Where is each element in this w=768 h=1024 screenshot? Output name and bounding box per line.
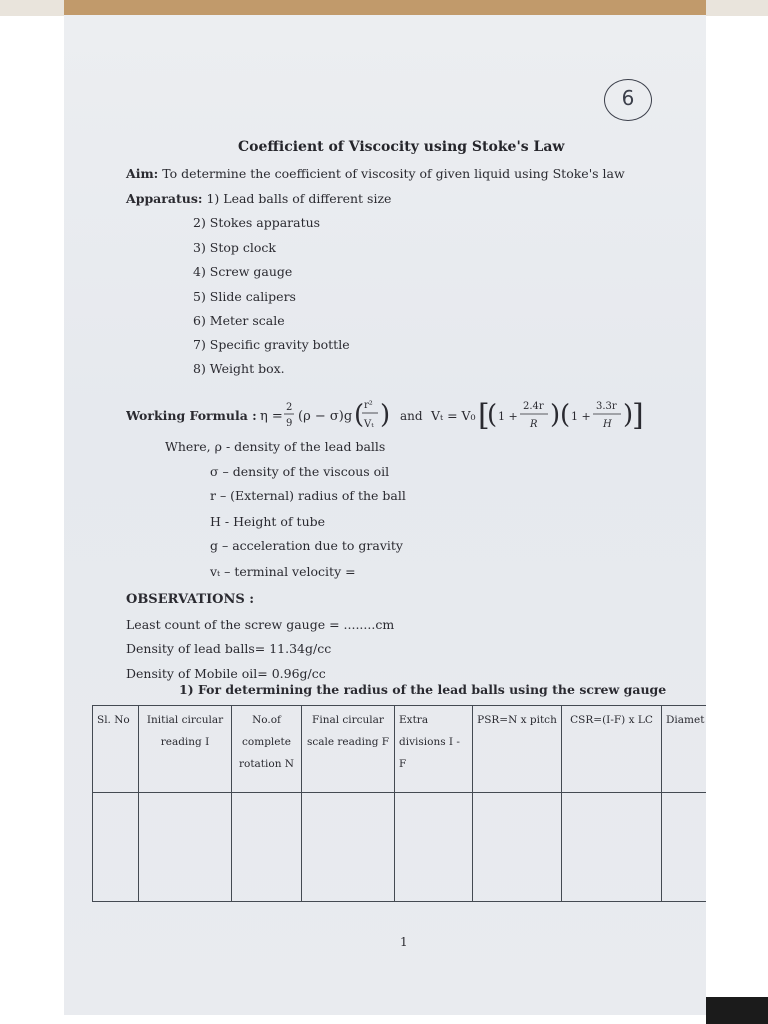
table-cell[interactable] [662, 793, 707, 902]
table-header: Final circular scale reading F [302, 706, 395, 793]
document-page [64, 15, 706, 1015]
one-plus: 1 + [498, 410, 518, 423]
frac-num: 3.3r [596, 401, 617, 412]
frac-den: R [530, 419, 538, 430]
table-header: No.of complete rotation N [232, 706, 302, 793]
svg-text:): ) [550, 400, 561, 430]
vt-den: Vₜ [364, 419, 374, 430]
page-number: 1 [400, 935, 408, 949]
apparatus-item: 3) Stop clock [193, 240, 276, 255]
table-edge [64, 0, 706, 16]
dark-corner [706, 997, 768, 1024]
table-cell[interactable] [395, 793, 473, 902]
eta-symbol: η = [260, 409, 283, 424]
r-squared: r² [364, 400, 373, 411]
table-title: 1) For determining the radius of the lead balls using the screw gauge [179, 682, 667, 697]
observation-line: Least count of the screw gauge = ........cm [126, 617, 395, 632]
table-cell[interactable] [139, 793, 232, 902]
frac-den: H [603, 419, 612, 430]
and-text: and [400, 409, 423, 423]
apparatus-item: 5) Slide calipers [193, 289, 296, 304]
table-cell[interactable] [93, 793, 139, 902]
svg-text:): ) [380, 400, 391, 430]
apparatus-item: 8) Weight box. [193, 361, 285, 376]
apparatus-item: 6) Meter scale [193, 313, 285, 328]
table-cell[interactable] [302, 793, 395, 902]
rho-sigma-g: (ρ − σ)g [298, 409, 353, 424]
frac-num: 2.4r [523, 401, 544, 412]
where-line: H - Height of tube [210, 514, 326, 529]
table-header: Initial circular reading I [139, 706, 232, 793]
observations-heading: OBSERVATIONS : [126, 592, 255, 607]
apparatus-line [126, 191, 391, 206]
observation-line: Density of Mobile oil= 0.96g/cc [126, 666, 326, 681]
vt-equals: Vₜ = V₀ [431, 408, 476, 423]
aim-line [126, 166, 625, 181]
table-cell[interactable] [232, 793, 302, 902]
table-header: Diamet [662, 706, 707, 793]
table-cell[interactable] [473, 793, 562, 902]
svg-text:]: ] [632, 398, 644, 433]
apparatus-item: 2) Stokes apparatus [193, 215, 321, 230]
aim-label: Aim: [126, 166, 159, 181]
table-header: CSR=(I-F) x LC [562, 706, 662, 793]
svg-text:(: ( [354, 400, 365, 430]
apparatus-item: 7) Specific gravity bottle [193, 337, 350, 352]
working-formula [126, 393, 686, 433]
where-line: g – acceleration due to gravity [210, 538, 403, 553]
frac-den: 9 [286, 418, 293, 429]
table-header: Sl. No [93, 706, 139, 793]
circled-page-number [604, 79, 652, 121]
where-line: Where, ρ - density of the lead balls [165, 439, 386, 454]
apparatus-item: 4) Screw gauge [193, 264, 293, 279]
table-header: Extra divisions I - F [395, 706, 473, 793]
frac-num: 2 [286, 402, 293, 413]
screw-gauge-table [92, 705, 706, 902]
observation-line: Density of lead balls= 11.34g/cc [126, 641, 332, 656]
document-title: Coefficient of Viscocity using Stoke's Law [238, 139, 565, 155]
apparatus-label: Apparatus: [126, 191, 203, 206]
table-cell[interactable] [562, 793, 662, 902]
where-line: vₜ – terminal velocity = [210, 564, 356, 579]
apparatus-item: 1) Lead balls of different size [206, 191, 392, 206]
svg-text:(: ( [560, 400, 571, 430]
formula-label: Working Formula : [126, 408, 257, 423]
table-row [93, 793, 707, 902]
svg-text:(: ( [487, 400, 498, 430]
one-plus: 1 + [571, 410, 591, 423]
circled-number-text: 6 [621, 86, 635, 110]
table-header: PSR=N x pitch [473, 706, 562, 793]
svg-text:[: [ [478, 398, 490, 433]
table-header-row [93, 706, 707, 793]
where-line: σ – density of the viscous oil [210, 464, 390, 479]
where-line: r – (External) radius of the ball [210, 488, 406, 503]
svg-text:): ) [623, 400, 634, 430]
aim-text: To determine the coefficient of viscosity of given liquid using Stoke's law [162, 166, 625, 181]
